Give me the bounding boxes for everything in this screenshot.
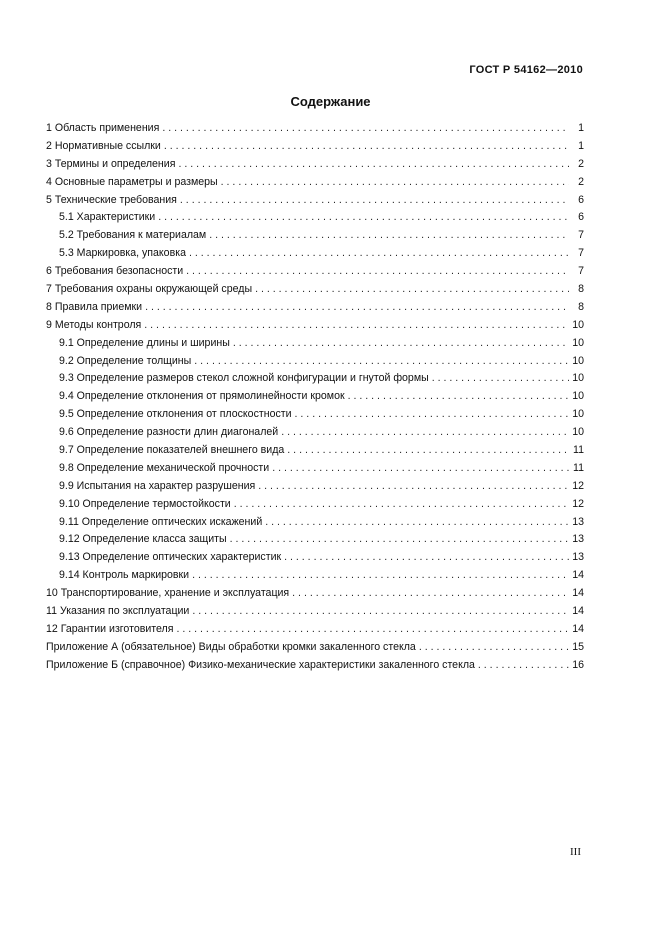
toc-dot-leader <box>192 603 569 621</box>
toc-dot-leader <box>189 245 569 263</box>
toc-entry-page: 2 <box>578 157 584 170</box>
toc-dot-leader <box>209 227 569 245</box>
toc-entry-label: 9.9 Испытания на характер разрушения <box>59 479 256 492</box>
toc-entry[interactable] <box>46 209 584 227</box>
toc-entry-page: 8 <box>578 283 584 296</box>
toc-entry-label: 10 Транспортирование, хранение и эксплуатация <box>46 587 290 600</box>
toc-entry-label: 9 Методы контроля <box>46 318 142 331</box>
document-standard-header: ГОСТ Р 54162—2010 <box>469 64 583 76</box>
toc-entry[interactable] <box>46 281 584 299</box>
toc-dot-leader <box>221 174 569 192</box>
toc-entry-label: 6 Требования безопасности <box>46 265 184 278</box>
toc-dot-leader <box>281 424 569 442</box>
toc-entry-label: 9.4 Определение отклонения от прямолинейности кромок <box>59 390 345 403</box>
toc-dot-leader <box>258 478 569 496</box>
toc-dot-leader <box>292 585 569 603</box>
toc-entry[interactable] <box>46 120 584 138</box>
toc-entry-label: 5.1 Характеристики <box>59 211 156 224</box>
toc-entry-page: 10 <box>572 426 584 439</box>
toc-dot-leader <box>176 621 569 639</box>
toc-entry-page: 7 <box>578 247 584 260</box>
toc-entry-page: 10 <box>572 390 584 403</box>
toc-entry[interactable] <box>46 657 584 675</box>
toc-entry[interactable] <box>46 138 584 156</box>
toc-dot-leader <box>178 156 569 174</box>
toc-entry[interactable] <box>46 424 584 442</box>
toc-entry-label: 9.5 Определение отклонения от плоскостности <box>59 408 292 421</box>
toc-entry-page: 12 <box>572 479 584 492</box>
toc-entry-page: 1 <box>578 122 584 134</box>
toc-dot-leader <box>164 138 569 156</box>
toc-entry-page: 7 <box>578 229 584 242</box>
toc-dot-leader <box>478 657 569 675</box>
toc-entry[interactable] <box>46 299 584 317</box>
toc-entry-page: 10 <box>572 372 584 385</box>
toc-entry[interactable] <box>46 335 584 353</box>
toc-entry-page: 11 <box>573 444 584 457</box>
toc-dot-leader <box>419 639 569 657</box>
toc-entry-page: 13 <box>572 551 584 564</box>
toc-dot-leader <box>230 531 569 549</box>
toc-entry[interactable] <box>46 567 584 585</box>
toc-dot-leader <box>145 299 569 317</box>
toc-entry-page: 10 <box>572 354 584 367</box>
toc-entry[interactable] <box>46 496 584 514</box>
toc-dot-leader <box>144 317 569 335</box>
toc-entry-page: 13 <box>572 533 584 546</box>
toc-dot-leader <box>233 335 569 353</box>
toc-entry-page: 10 <box>572 408 584 421</box>
toc-entry[interactable] <box>46 388 584 406</box>
toc-entry[interactable] <box>46 263 584 281</box>
toc-entry-label: 9.8 Определение механической прочности <box>59 461 270 474</box>
toc-entry-label: 5.3 Маркировка, упаковка <box>59 247 186 260</box>
toc-entry[interactable] <box>46 514 584 532</box>
toc-entry-label: 8 Правила приемки <box>46 300 143 313</box>
toc-entry-label: 11 Указания по эксплуатации <box>46 605 190 618</box>
toc-dot-leader <box>194 353 569 371</box>
toc-entry-label: 9.1 Определение длины и ширины <box>59 336 230 349</box>
toc-entry[interactable] <box>46 531 584 549</box>
toc-dot-leader <box>287 442 569 460</box>
toc-dot-leader <box>162 120 569 138</box>
toc-entry-page: 7 <box>578 265 584 278</box>
toc-dot-leader <box>284 549 569 567</box>
toc-entry-page: 2 <box>578 175 584 188</box>
toc-entry[interactable] <box>46 174 584 192</box>
toc-entry-label: 12 Гарантии изготовителя <box>46 622 174 635</box>
toc-entry-label: 9.6 Определение разности длин диагоналей <box>59 426 279 439</box>
toc-entry-label: 4 Основные параметры и размеры <box>46 175 218 188</box>
toc-entry-label: 9.11 Определение оптических искажений <box>59 515 263 528</box>
toc-entry[interactable] <box>46 317 584 335</box>
toc-entry[interactable] <box>46 227 584 245</box>
toc-entry[interactable] <box>46 370 584 388</box>
toc-entry[interactable] <box>46 406 584 424</box>
toc-entry[interactable] <box>46 549 584 567</box>
toc-entry-page: 10 <box>572 318 584 331</box>
toc-dot-leader <box>186 263 569 281</box>
toc-entry-label: 7 Требования охраны окружающей среды <box>46 283 253 296</box>
toc-entry-label: 1 Область применения <box>46 122 160 134</box>
toc-entry[interactable] <box>46 460 584 478</box>
toc-entry-label: 9.13 Определение оптических характеристик <box>59 551 282 564</box>
toc-entry-page: 14 <box>572 605 584 618</box>
toc-entry[interactable] <box>46 245 584 263</box>
toc-entry-page: 6 <box>578 193 584 206</box>
toc-entry[interactable] <box>46 192 584 210</box>
toc-entry-page: 11 <box>573 461 584 474</box>
toc-entry-label: 5 Технические требования <box>46 193 177 206</box>
toc-entry[interactable] <box>46 621 584 639</box>
toc-dot-leader <box>432 370 569 388</box>
toc-entry-label: 5.2 Требования к материалам <box>59 229 207 242</box>
toc-dot-leader <box>265 514 569 532</box>
toc-dot-leader <box>255 281 569 299</box>
toc-entry-label: 9.14 Контроль маркировки <box>59 569 190 582</box>
toc-entry-page: 12 <box>572 497 584 510</box>
toc-entry-page: 14 <box>572 569 584 582</box>
toc-entry-label: 9.7 Определение показателей внешнего вида <box>59 444 285 457</box>
toc-entry-page: 14 <box>572 622 584 635</box>
toc-entry-label: Приложение А (обязательное) Виды обработки кромки закаленного стекла <box>46 640 416 653</box>
toc-dot-leader <box>348 388 569 406</box>
toc-entry-label: 3 Термины и определения <box>46 157 176 170</box>
page-number: III <box>570 846 581 858</box>
toc-entry[interactable] <box>46 353 584 371</box>
toc-entry-page: 6 <box>578 211 584 224</box>
toc-entry[interactable] <box>46 603 584 621</box>
toc-entry-label: 9.10 Определение термостойкости <box>59 497 231 510</box>
toc-entry-page: 16 <box>572 658 584 671</box>
toc-entry-label: 9.3 Определение размеров стекол сложной конфигурации и гнутой формы <box>59 372 429 385</box>
toc-dot-leader <box>272 460 569 478</box>
toc-dot-leader <box>158 209 569 227</box>
toc-entry-page: 8 <box>578 300 584 313</box>
toc-entry-label: 2 Нормативные ссылки <box>46 139 161 152</box>
toc-dot-leader <box>180 192 569 210</box>
toc-entry[interactable] <box>46 585 584 603</box>
toc-entry-label: 9.2 Определение толщины <box>59 354 192 367</box>
page-title: Содержание <box>290 94 371 109</box>
toc-entry-page: 14 <box>572 587 584 600</box>
toc-entry-page: 13 <box>572 515 584 528</box>
toc-entry[interactable] <box>46 639 584 657</box>
toc-entry-label: 9.12 Определение класса защиты <box>59 533 227 546</box>
toc-entry[interactable] <box>46 156 584 174</box>
table-of-contents <box>46 120 584 675</box>
toc-entry-page: 1 <box>578 139 584 152</box>
toc-dot-leader <box>192 567 569 585</box>
toc-entry-page: 15 <box>572 640 584 653</box>
toc-dot-leader <box>295 406 569 424</box>
toc-entry-page: 10 <box>572 336 584 349</box>
toc-entry[interactable] <box>46 478 584 496</box>
toc-entry-label: Приложение Б (справочное) Физико-механические характеристики закаленного стекла <box>46 658 475 671</box>
toc-entry[interactable] <box>46 442 584 460</box>
toc-dot-leader <box>234 496 569 514</box>
